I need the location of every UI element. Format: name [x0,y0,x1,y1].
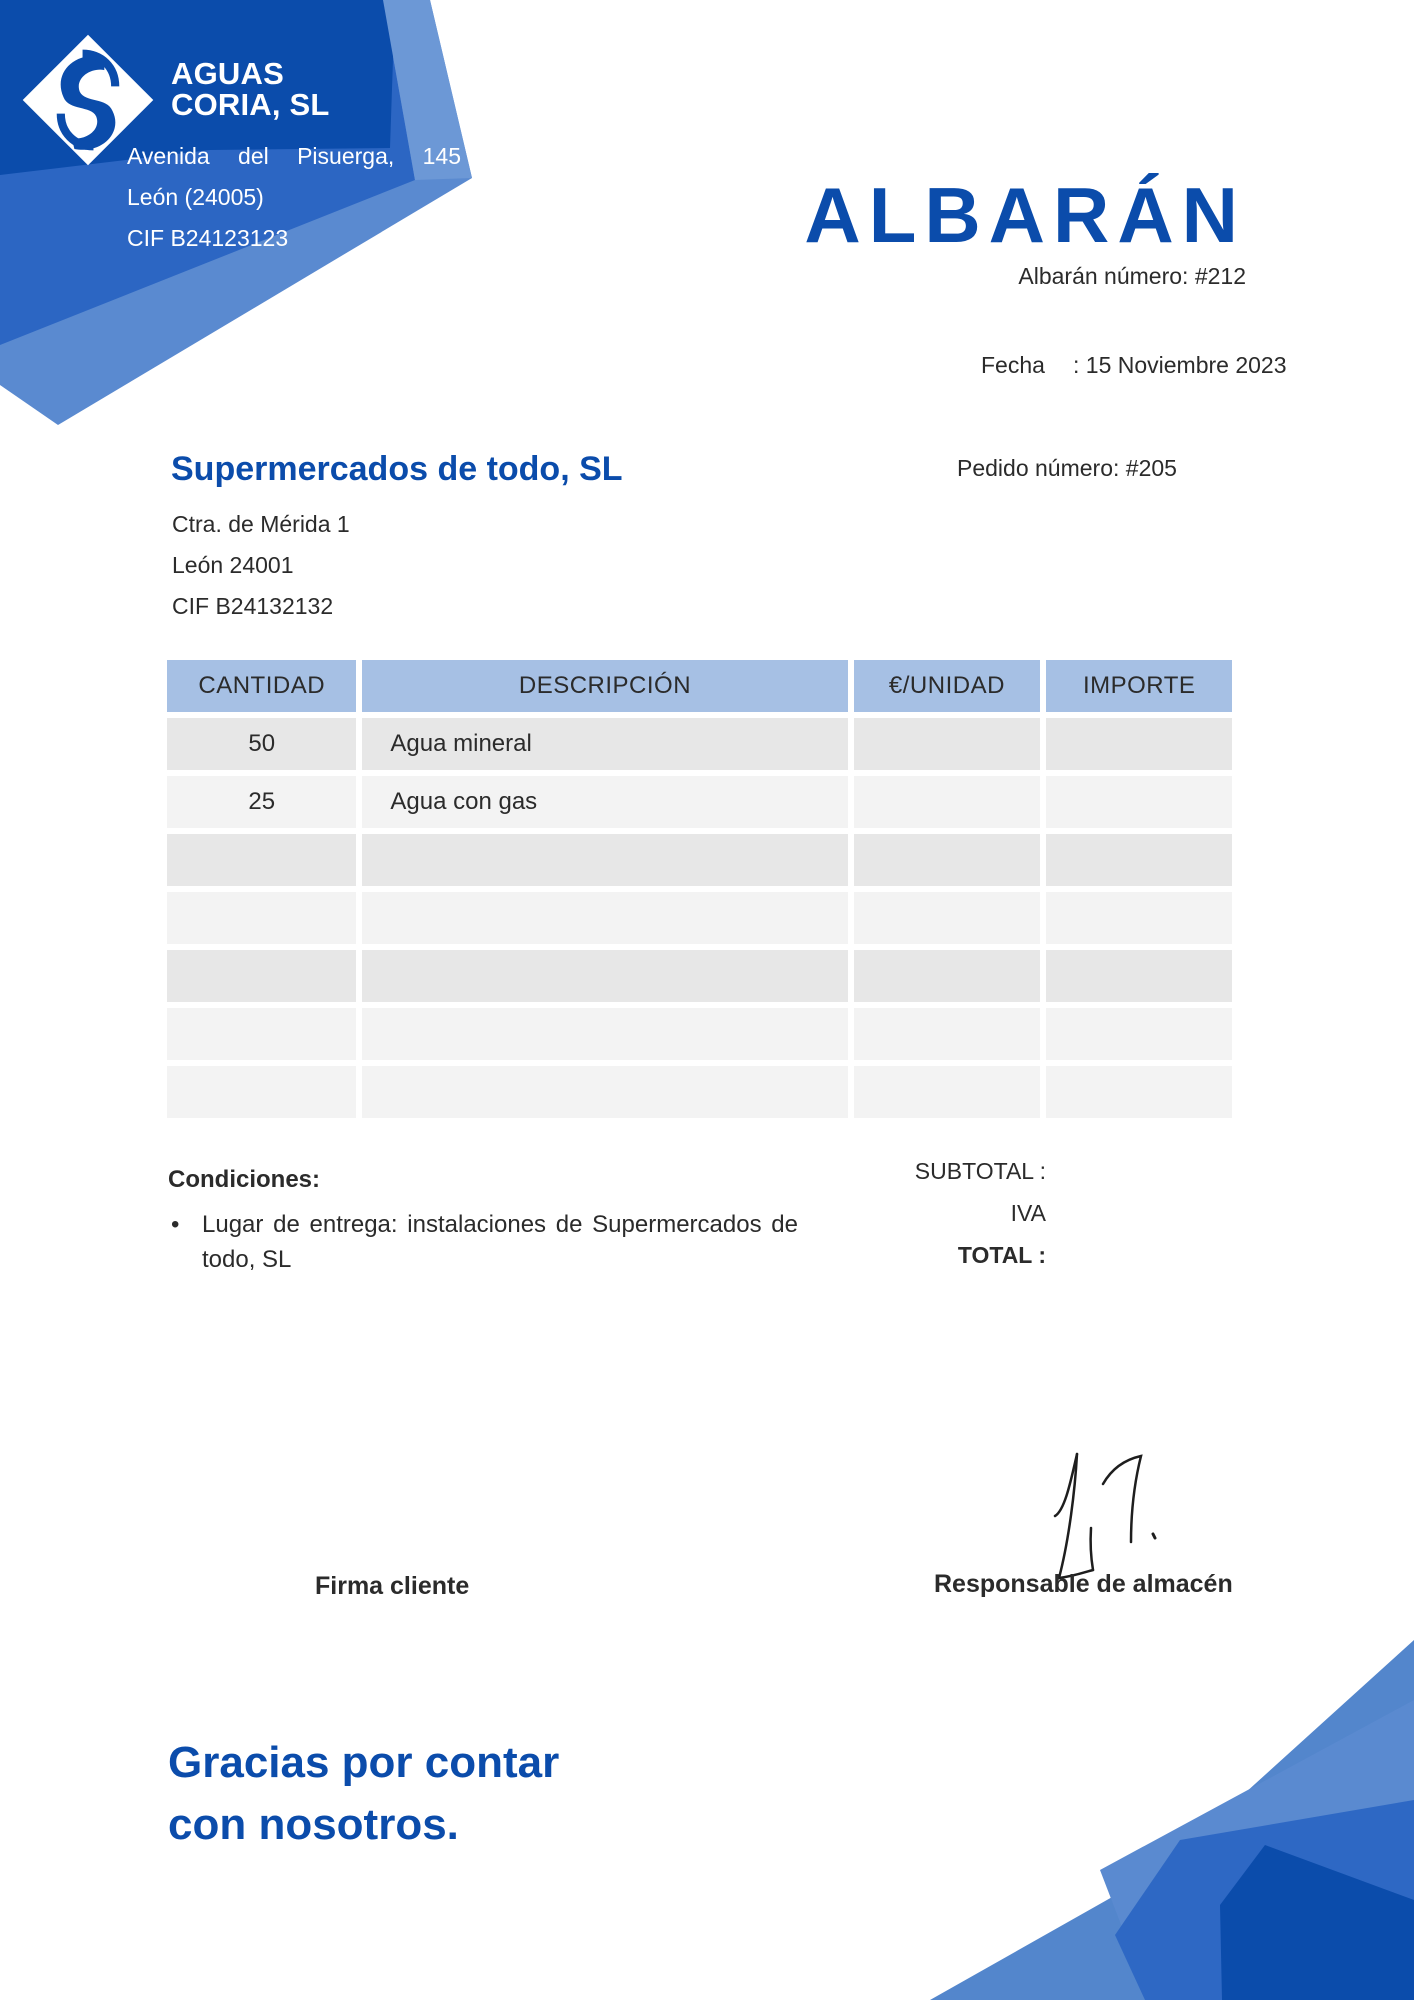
cell-amount [1046,834,1232,886]
cell-amount [1046,776,1232,828]
company-street-word: Pisuerga, [297,143,395,169]
cell-amount [1046,718,1232,770]
header-quantity: CANTIDAD [167,660,356,712]
cell-amount [1046,1066,1232,1118]
cell-unit-price [854,1066,1041,1118]
subtotal-label: SUBTOTAL : [914,1158,1046,1184]
handwritten-signature-icon [1035,1450,1175,1585]
header-amount: IMPORTE [1046,660,1232,712]
cell-unit-price [854,776,1041,828]
cell-description [362,1066,847,1118]
conditions-list [168,1207,798,1277]
client-cif: CIF B24132132 [172,593,334,619]
client-address: Ctra. de Mérida 1 [172,511,350,537]
header-unit-price: €/UNIDAD [854,660,1041,712]
header-description: DESCRIPCIÓN [362,660,847,712]
table-row [167,718,1232,770]
cell-description: Agua con gas [362,776,847,828]
cell-quantity [167,1066,356,1118]
order-number: Pedido número: #205 [957,455,1177,481]
cell-quantity [167,950,356,1002]
company-street-word: 145 [422,143,461,169]
table-row [167,776,1232,828]
company-city: León (24005) [127,184,264,210]
cell-unit-price [854,950,1041,1002]
company-street-word: del [238,143,269,169]
cell-description [362,892,847,944]
total-label: TOTAL : [957,1242,1046,1268]
cell-quantity [167,834,356,886]
cell-unit-price [854,1008,1041,1060]
document-title: ALBARÁN [804,171,1246,259]
cell-description [362,950,847,1002]
date-value: : 15 Noviembre 2023 [1073,352,1287,378]
company-address-block [127,136,461,259]
table-row [167,834,1232,886]
client-name: Supermercados de todo, SL [171,450,623,488]
client-address-block [172,504,350,627]
date-label: Fecha [981,352,1045,378]
table-row [167,1008,1232,1060]
table-row [167,1066,1232,1118]
cell-quantity [167,1008,356,1060]
table-header-row [167,660,1232,712]
company-name-line1: AGUAS [171,56,284,91]
cell-quantity: 50 [167,718,356,770]
tax-label: IVA [1010,1200,1046,1226]
cell-description: Agua mineral [362,718,847,770]
items-table [161,654,1238,1124]
cell-description [362,834,847,886]
cell-amount [1046,892,1232,944]
thanks-line1: Gracias por contar [168,1738,560,1787]
table-row [167,950,1232,1002]
cell-amount [1046,950,1232,1002]
cell-description [362,1008,847,1060]
company-name [171,58,330,120]
thanks-message [168,1732,559,1856]
client-city: León 24001 [172,552,294,578]
totals-block [915,1150,1046,1276]
document-date [981,352,1287,379]
document-number: Albarán número: #212 [1018,263,1246,289]
thanks-line2: con nosotros. [168,1800,459,1849]
conditions-title: Condiciones: [168,1166,321,1193]
cell-unit-price [854,892,1041,944]
cell-unit-price [854,834,1041,886]
company-cif: CIF B24123123 [127,225,289,251]
cell-quantity: 25 [167,776,356,828]
cell-unit-price [854,718,1041,770]
cell-quantity [167,892,356,944]
conditions-item: • Lugar de entrega: instalaciones de Supermercados de todo, SL [168,1207,798,1277]
cell-amount [1046,1008,1232,1060]
warehouse-signature-label: Responsable de almacén [934,1570,1233,1598]
company-street-word: Avenida [127,143,210,169]
company-name-line2: CORIA, SL [171,87,330,122]
table-row [167,892,1232,944]
company-street [127,136,461,177]
client-signature-label: Firma cliente [315,1572,470,1600]
